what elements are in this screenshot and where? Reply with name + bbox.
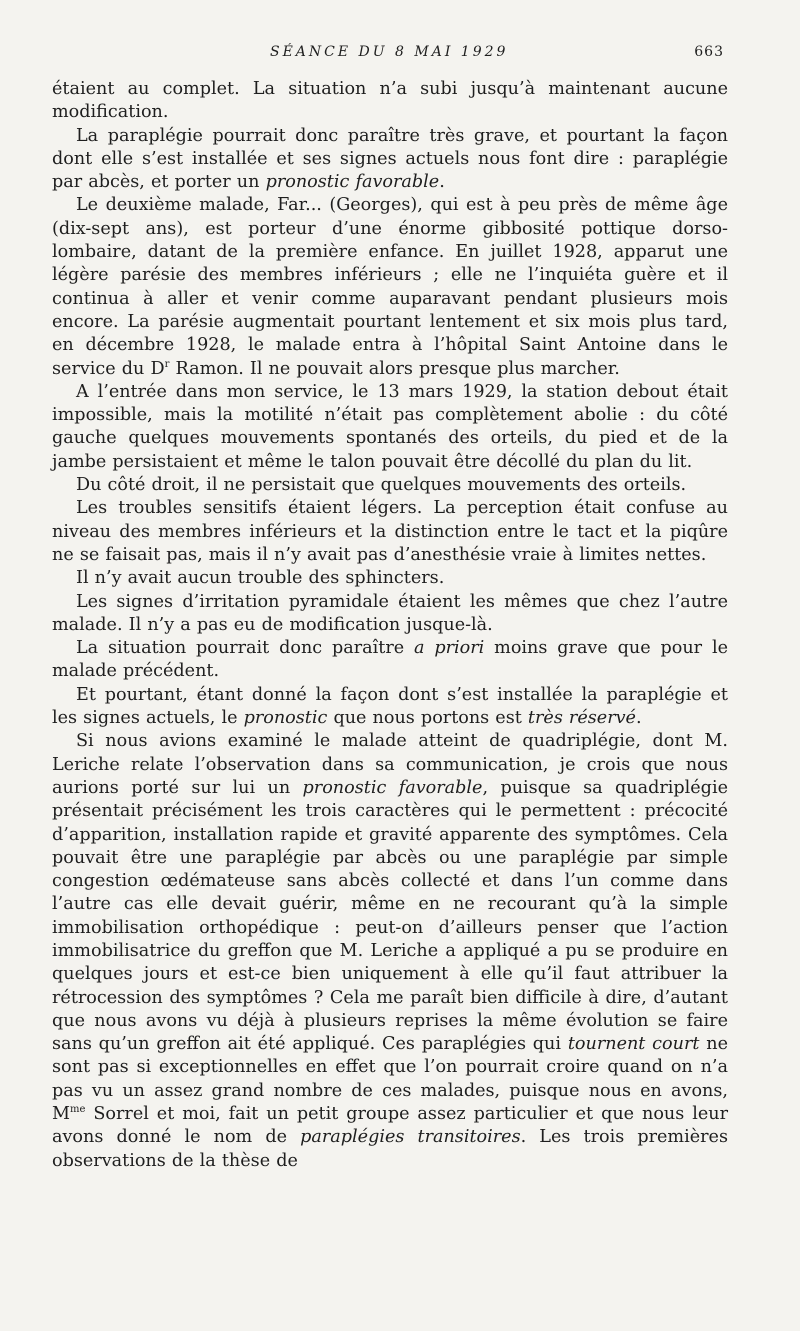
italic-phrase: pronostic favorable	[265, 172, 440, 193]
text-run: Ramon. Il ne pouvait alors presque plus marcher.	[169, 358, 620, 379]
text-run: Et pourtant, étant donné la façon dont s’est installée la paraplégie et les signes actuels, le	[52, 684, 728, 729]
italic-phrase: tournent court	[567, 1034, 700, 1055]
paragraph	[52, 730, 728, 1173]
text-run: étaient au complet. La situation n’a subi jusqu’à maintenant aucune modification.	[52, 79, 728, 123]
text-run: Il n’y avait aucun trouble des sphincters.	[76, 568, 445, 589]
paragraph	[52, 125, 728, 195]
italic-phrase: paraplégies transitoires	[300, 1127, 521, 1148]
running-header	[52, 44, 728, 72]
text-run: Les signes d’irritation pyramidale étaient les mêmes que chez l’autre malade. Il n’y a pas eu de modification jusque-là.	[52, 591, 728, 635]
text-run: . Les trois premières observations de la thèse de	[52, 1127, 729, 1171]
text-run: , puisque sa quadriplégie présentait précisément les trois caractères qui le permettent : précocité d’apparition, installation rapide et gravité apparente des symptômes. Cela pouvait être une paraplégie par abcès ou une paraplégie par simple congestion œdémateuse sans abcès collecté et dans l’un comme dans l’autre cas elle devait guérir, même en ne recourant qu’à la simple immobilisation orthopédique : peut-on d’ailleurs penser que l’action immobilisatrice du greffon que M. Leriche a appliqué a pu se produire en quelques jours et est-ce bien uniquement à elle qu’il faut attribuer la rétrocession des symptômes ? Cela me paraît bien difficile à dire, d’autant que nous avons vu déjà à plusieurs reprises la même évolution se faire sans qu’un greffon ait été appliqué. Ces paraplégies qui	[52, 777, 728, 1055]
text-run: .	[439, 172, 445, 193]
paragraph	[52, 474, 728, 497]
paragraph	[52, 381, 728, 474]
text-run: A l’entrée dans mon service, le 13 mars 1929, la station debout était impossible, mais la motilité n’était pas complètement abolie : du côté gauche quelques mouvements spontanés des orteils, du pied et de la jambe persistaient et même le talon pouvait être décollé du plan du lit.	[52, 381, 728, 472]
text-run: La situation pourrait donc paraître	[76, 638, 415, 659]
text-run: La paraplégie pourrait donc paraître très grave, et pourtant la façon dont elle s’est installée et ses signes actuels nous font dire : paraplégie par abcès, et porter un	[52, 125, 728, 193]
paragraph	[52, 497, 728, 567]
text-run: que nous portons est	[327, 708, 528, 729]
paragraph	[52, 637, 728, 684]
text-run: Du côté droit, il ne persistait que quelques mouvements des orteils.	[76, 475, 687, 496]
text-run: Le deuxième malade, Far... (Georges), qui est à peu près de même âge (dix-sept ans), est porteur d’une énorme gibbosité pottique dorso-lombaire, datant de la première enfance. En juillet 1928, apparut une légère parésie des membres inférieurs ; elle ne l’inquiéta guère et il continua à aller et venir comme auparavant pendant plusieurs mois encore. La parésie augmentait pourtant lentement et six mois plus tard, en décembre 1928, le malade entra à l’hôpital Saint Antoine dans le service du D	[52, 195, 728, 379]
document-page	[52, 44, 728, 1173]
text-run: Les troubles sensitifs étaient légers. La perception était confuse au niveau des membres inférieurs et la distinction entre le tact et la piqûre ne se faisait pas, mais il n’y avait pas d’anesthésie vraie à limites nettes.	[52, 498, 728, 565]
paragraph	[52, 591, 728, 638]
text-run: Si nous avions examiné le malade atteint de quadriplégie, dont M. Leriche relate l’observation dans sa communication, je crois que nous aurions porté sur lui un	[52, 731, 728, 798]
italic-phrase: pronostic	[243, 708, 328, 729]
text-run: .	[635, 708, 642, 729]
paragraph	[52, 78, 728, 125]
italic-phrase: très réservé	[527, 708, 636, 729]
page-number: 663	[694, 44, 724, 60]
paragraph	[52, 684, 728, 731]
text-run: Sorrel et moi, fait un petit groupe assez particulier et que nous leur avons donné le nom de	[52, 1104, 728, 1148]
superscript: me	[70, 1104, 86, 1116]
italic-phrase: pronostic favorable	[302, 777, 483, 798]
paragraph	[52, 194, 728, 380]
superscript: r	[164, 358, 170, 370]
body-text	[52, 78, 728, 1173]
text-run: ne sont pas si exceptionnelles en effet que l’on pourrait croire quand on n’a pas vu un assez grand nombre de ces malades, puisque nous en avons, M	[52, 1034, 729, 1125]
text-run: moins grave que pour le malade précédent.	[52, 638, 728, 682]
paragraph	[52, 567, 728, 590]
header-title: SÉANCE DU 8 MAI 1929	[270, 44, 509, 60]
italic-phrase: a priori	[414, 638, 485, 659]
